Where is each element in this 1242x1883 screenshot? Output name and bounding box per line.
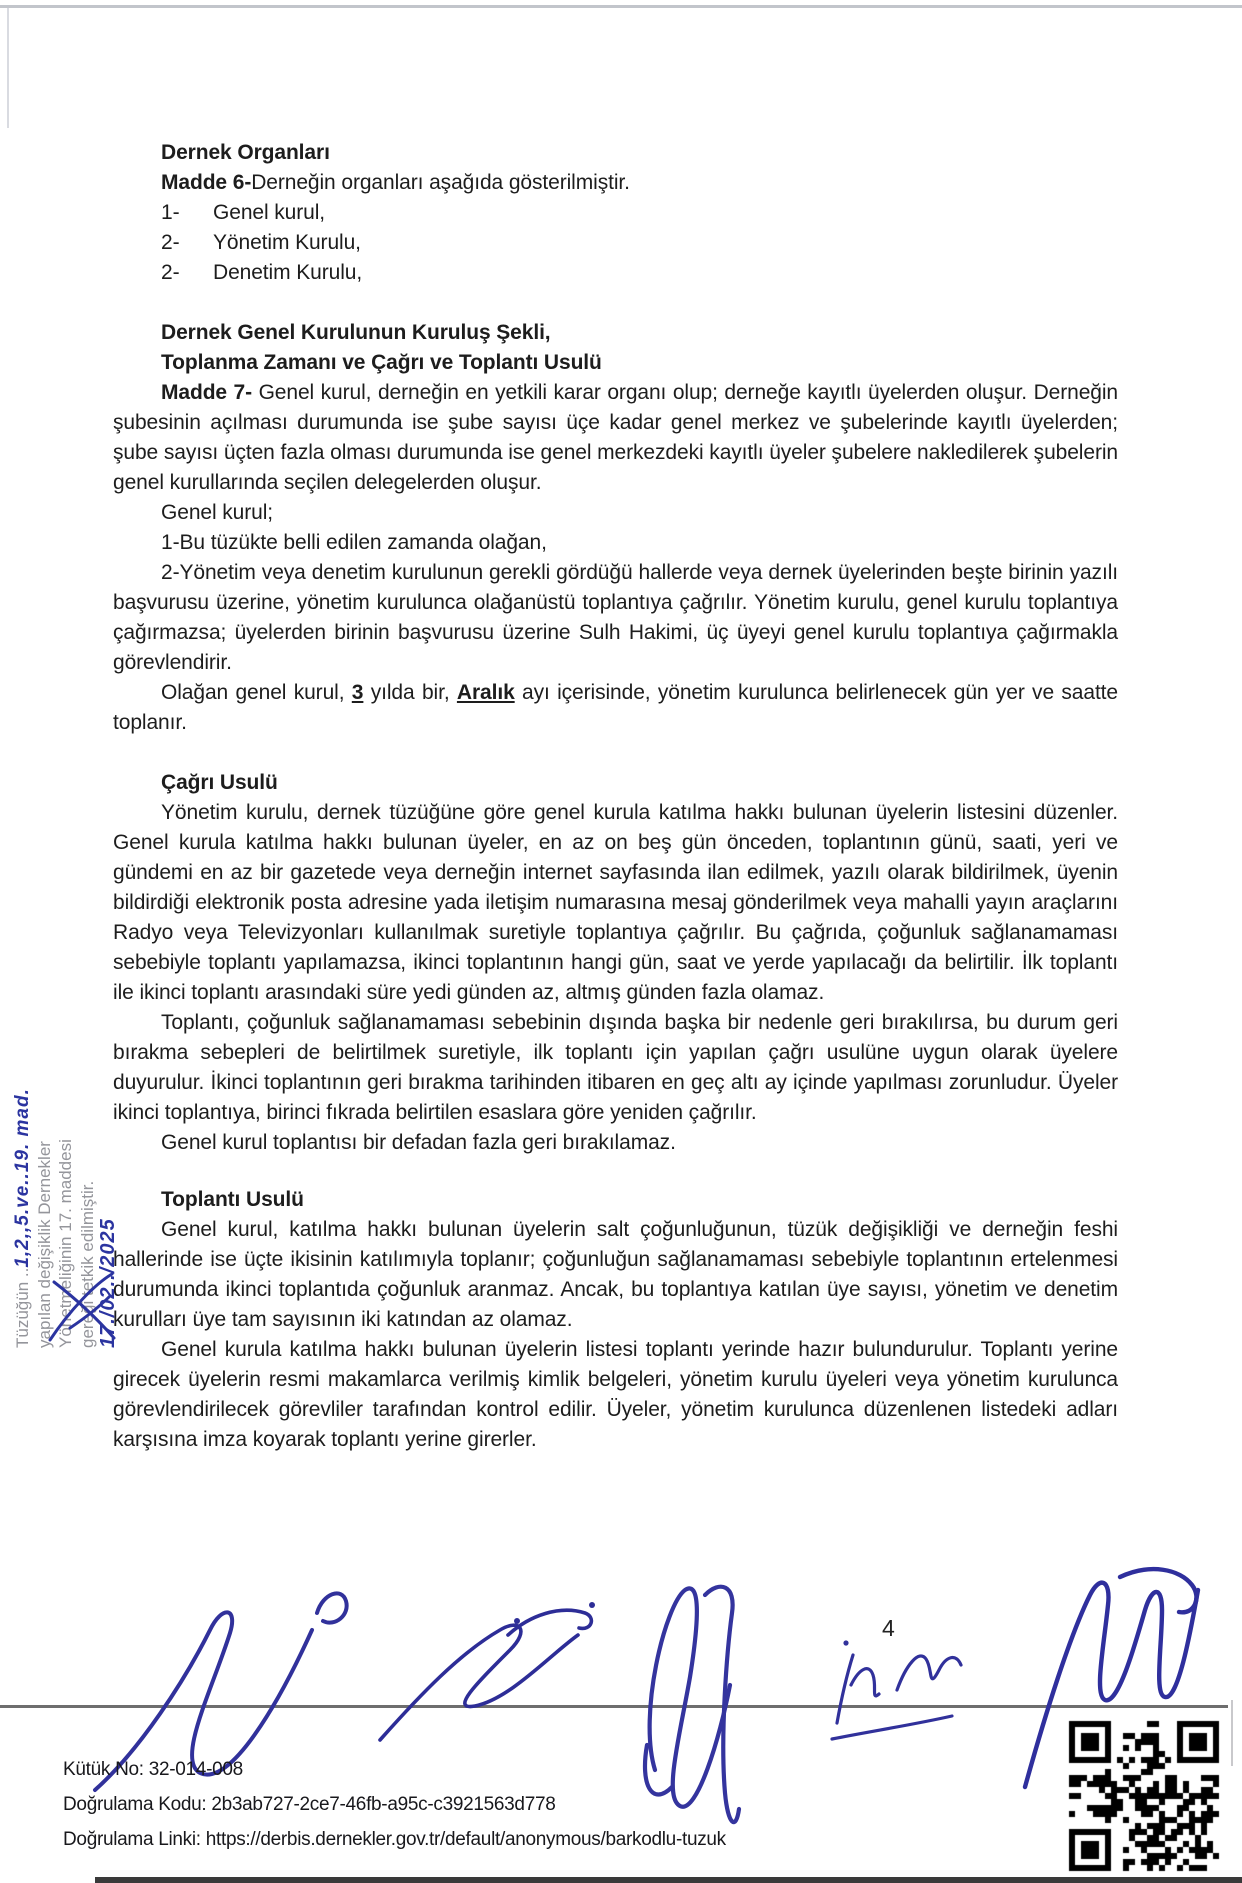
- cagri-paragraph-3: Genel kurul toplantısı bir defadan fazla geri bırakılamaz.: [161, 1131, 676, 1154]
- olagan-item-2: 2-Yönetim veya denetim kurulunun gerekli gördüğü hallerde veya dernek üyelerinden beşte birinin yazılı başvurusu üzerine, yönetim kurulunca olağanüstü toplantıya çağrılır. Yönetim kurulu, genel kurulu toplantıya çağırmazsa; üyelerden birinin başvurusu üzerine Sulh Hakimi, üç üyeyi genel kurulu toplantıya çağırmakla görevlendirir.: [113, 561, 1118, 674]
- olagan-item-1: 1-Bu tüzükte belli edilen zamanda olağan,: [161, 531, 547, 554]
- list-number: 2-: [161, 261, 180, 284]
- madde7-label: Madde 7-: [161, 381, 253, 404]
- list-item: [161, 258, 1118, 288]
- kutuk-no: Kütük No: 32-014-008: [63, 1759, 243, 1780]
- document-body: [113, 138, 1118, 1455]
- stamp-line-1-printed: Tüzüğün ..: [13, 1267, 32, 1348]
- olagan-years: 3: [351, 681, 364, 704]
- section-heading-toplanti-usulu: Toplantı Usulü: [161, 1188, 304, 1211]
- list-text: Genel kurul,: [213, 201, 326, 224]
- scan-edge-artifact-right: [1231, 1700, 1233, 1766]
- scan-edge-artifact-bottom: [95, 1877, 1242, 1883]
- scan-edge-artifact-left: [7, 8, 9, 128]
- qr-code: [1068, 1720, 1220, 1872]
- stamp-date-handwritten: 17./02../2025: [97, 1218, 119, 1348]
- section-heading-organlar: Dernek Organları: [161, 141, 330, 164]
- verification-footer: [63, 1752, 726, 1857]
- signature-4: [832, 1640, 961, 1739]
- madde6-text: Derneğin organları aşağıda gösterilmiştir.: [251, 171, 630, 194]
- stamp-line-4: gereği tetkik edilmiştir.: [77, 1180, 97, 1348]
- toplanti-paragraph-1: Genel kurul, katılma hakkı bulunan üyelerin salt çoğunluğunun, tüzük değişikliği ve derneğin feshi hallerinde ise üçte ikisinin katılımıyla toplanır; çoğunluğun sağlanamaması sebebiyle toplantının ertelenmesi durumunda ikinci toplantıda çoğunluk aranmaz. Ancak, bu toplantıya katılan üye sayısı, yönetim ve denetim kurulları üye tam sayısının iki katından az olamaz.: [113, 1218, 1118, 1331]
- section-heading-cagri-usulu: Çağrı Usulü: [161, 771, 278, 794]
- madde6-label: Madde 6-: [161, 171, 252, 194]
- cagri-paragraph-2: Toplantı, çoğunluk sağlanamaması sebebinin dışında başka bir nedenle geri bırakılırsa, bu durum geri bırakma sebepleri de belirtilmek suretiyle, ilk toplantı için yapılan çağrı usulüne uygun olarak üyelere duyurulur. İkinci toplantının geri bırakma tarihinden itibaren en geç altı ay içinde yapılması zorunludur. Üyeler ikinci toplantıya, birinci fıkrada belirtilen esaslara göre yeniden çağrılır.: [113, 1011, 1118, 1124]
- madde7-paragraph: [113, 378, 1118, 498]
- stamp-line-1-handwritten: 1,2,,5.ve..19. mad.: [12, 1088, 33, 1268]
- section-heading-genel-kurul-2: Toplanma Zamanı ve Çağrı ve Toplantı Usulü: [161, 351, 602, 374]
- list-text: Denetim Kurulu,: [213, 261, 363, 284]
- olagan-post: ayı içerisinde, yönetim kurulunca belirlenecek gün yer ve saatte toplanır.: [113, 681, 1118, 734]
- dogrulama-kodu: Doğrulama Kodu: 2b3ab727-2ce7-46fb-a95c-c3921563d778: [63, 1794, 556, 1815]
- toplanti-paragraph-2: Genel kurula katılma hakkı bulunan üyelerin listesi toplantı yerinde hazır bulundurulur. Toplantı yerine girecek üyelerin resmi makamlarca verilmiş kimlik belgeleri, yönetim kurulu üyeleri veya yönetim kurulunca görevlendirilecek görevliler tarafından kontrol edilir. Üyeler, yönetim kurulunca düzenlenen listedeki adları karşısına imza koyarak toplantı yerine girerler.: [113, 1338, 1118, 1451]
- olagan-month: Aralık: [456, 681, 515, 704]
- olagan-pre: Olağan genel kurul,: [161, 681, 352, 704]
- olagan-genel-kurul-paragraph: [113, 678, 1118, 738]
- stamp-line-3: Yönetmeliğinin 17. maddesi: [56, 1139, 75, 1348]
- dogrulama-linki: Doğrulama Linki: https://derbis.dernekler.gov.tr/default/anonymous/barkodlu-tuzuk: [63, 1829, 726, 1850]
- stamp-line-2: yapılan değişiklik Dernekler: [34, 1141, 54, 1348]
- list-item: [161, 198, 1118, 228]
- madde7-text: Genel kurul, derneğin en yetkili karar organı olup; derneğe kayıtlı üyelerden oluşur. Derneğin şubesinin açılması durumunda ise şube sayısı üçe kadar genel merkez ve şubelerinde kayıtlı üyelerden; şube sayısı üçten fazla olması durumunda ise genel merkezdeki kayıtlı üyeler şubelere nakledilerek şubelerin genel kurullarında seçilen delegelerden oluşur.: [113, 381, 1119, 494]
- signature-2: [380, 1602, 595, 1740]
- olagan-mid: yılda bir,: [363, 681, 457, 704]
- list-number: 1-: [161, 201, 180, 224]
- cagri-paragraph-1: Yönetim kurulu, dernek tüzüğüne göre genel kurula katılma hakkı bulunan üyelerin listesini düzenler. Genel kurula katılma hakkı bulunan üyeler, en az on beş gün önceden, toplantının günü, saati, yeri ve gündemi en az bir gazetede veya derneğin internet sayfasında ilan edilmek, yazılı olarak bildirilmek, üyenin bildirdiği elektronik posta adresine yada iletişim numarasına mesaj gönderilmek veya mahalli yayın araçlarını Radyo veya Televizyonları kullanılmak suretiyle toplantıya çağrılır. Bu çağrıda, çoğunluk sağlanamaması sebebiyle toplantı yapılamazsa, ikinci toplantının hangi gün, saat ve yerde yapılacağı da belirtilir. İlk toplantı ile ikinci toplantı arasındaki süre yedi günden az, altmış günden fazla olamaz.: [113, 801, 1118, 1004]
- ink-paraph-mark: [40, 1268, 125, 1353]
- list-text: Yönetim Kurulu,: [213, 231, 361, 254]
- madde6-line: [161, 168, 1118, 198]
- page-number: 4: [882, 1615, 895, 1641]
- section-heading-genel-kurul-1: Dernek Genel Kurulunun Kuruluş Şekli,: [161, 321, 551, 344]
- stamp-line-1: [12, 1028, 34, 1348]
- list-item: [161, 228, 1118, 258]
- list-number: 2-: [161, 231, 180, 254]
- genel-kurul-line: Genel kurul;: [161, 501, 274, 524]
- scan-edge-artifact-top: [0, 5, 1242, 8]
